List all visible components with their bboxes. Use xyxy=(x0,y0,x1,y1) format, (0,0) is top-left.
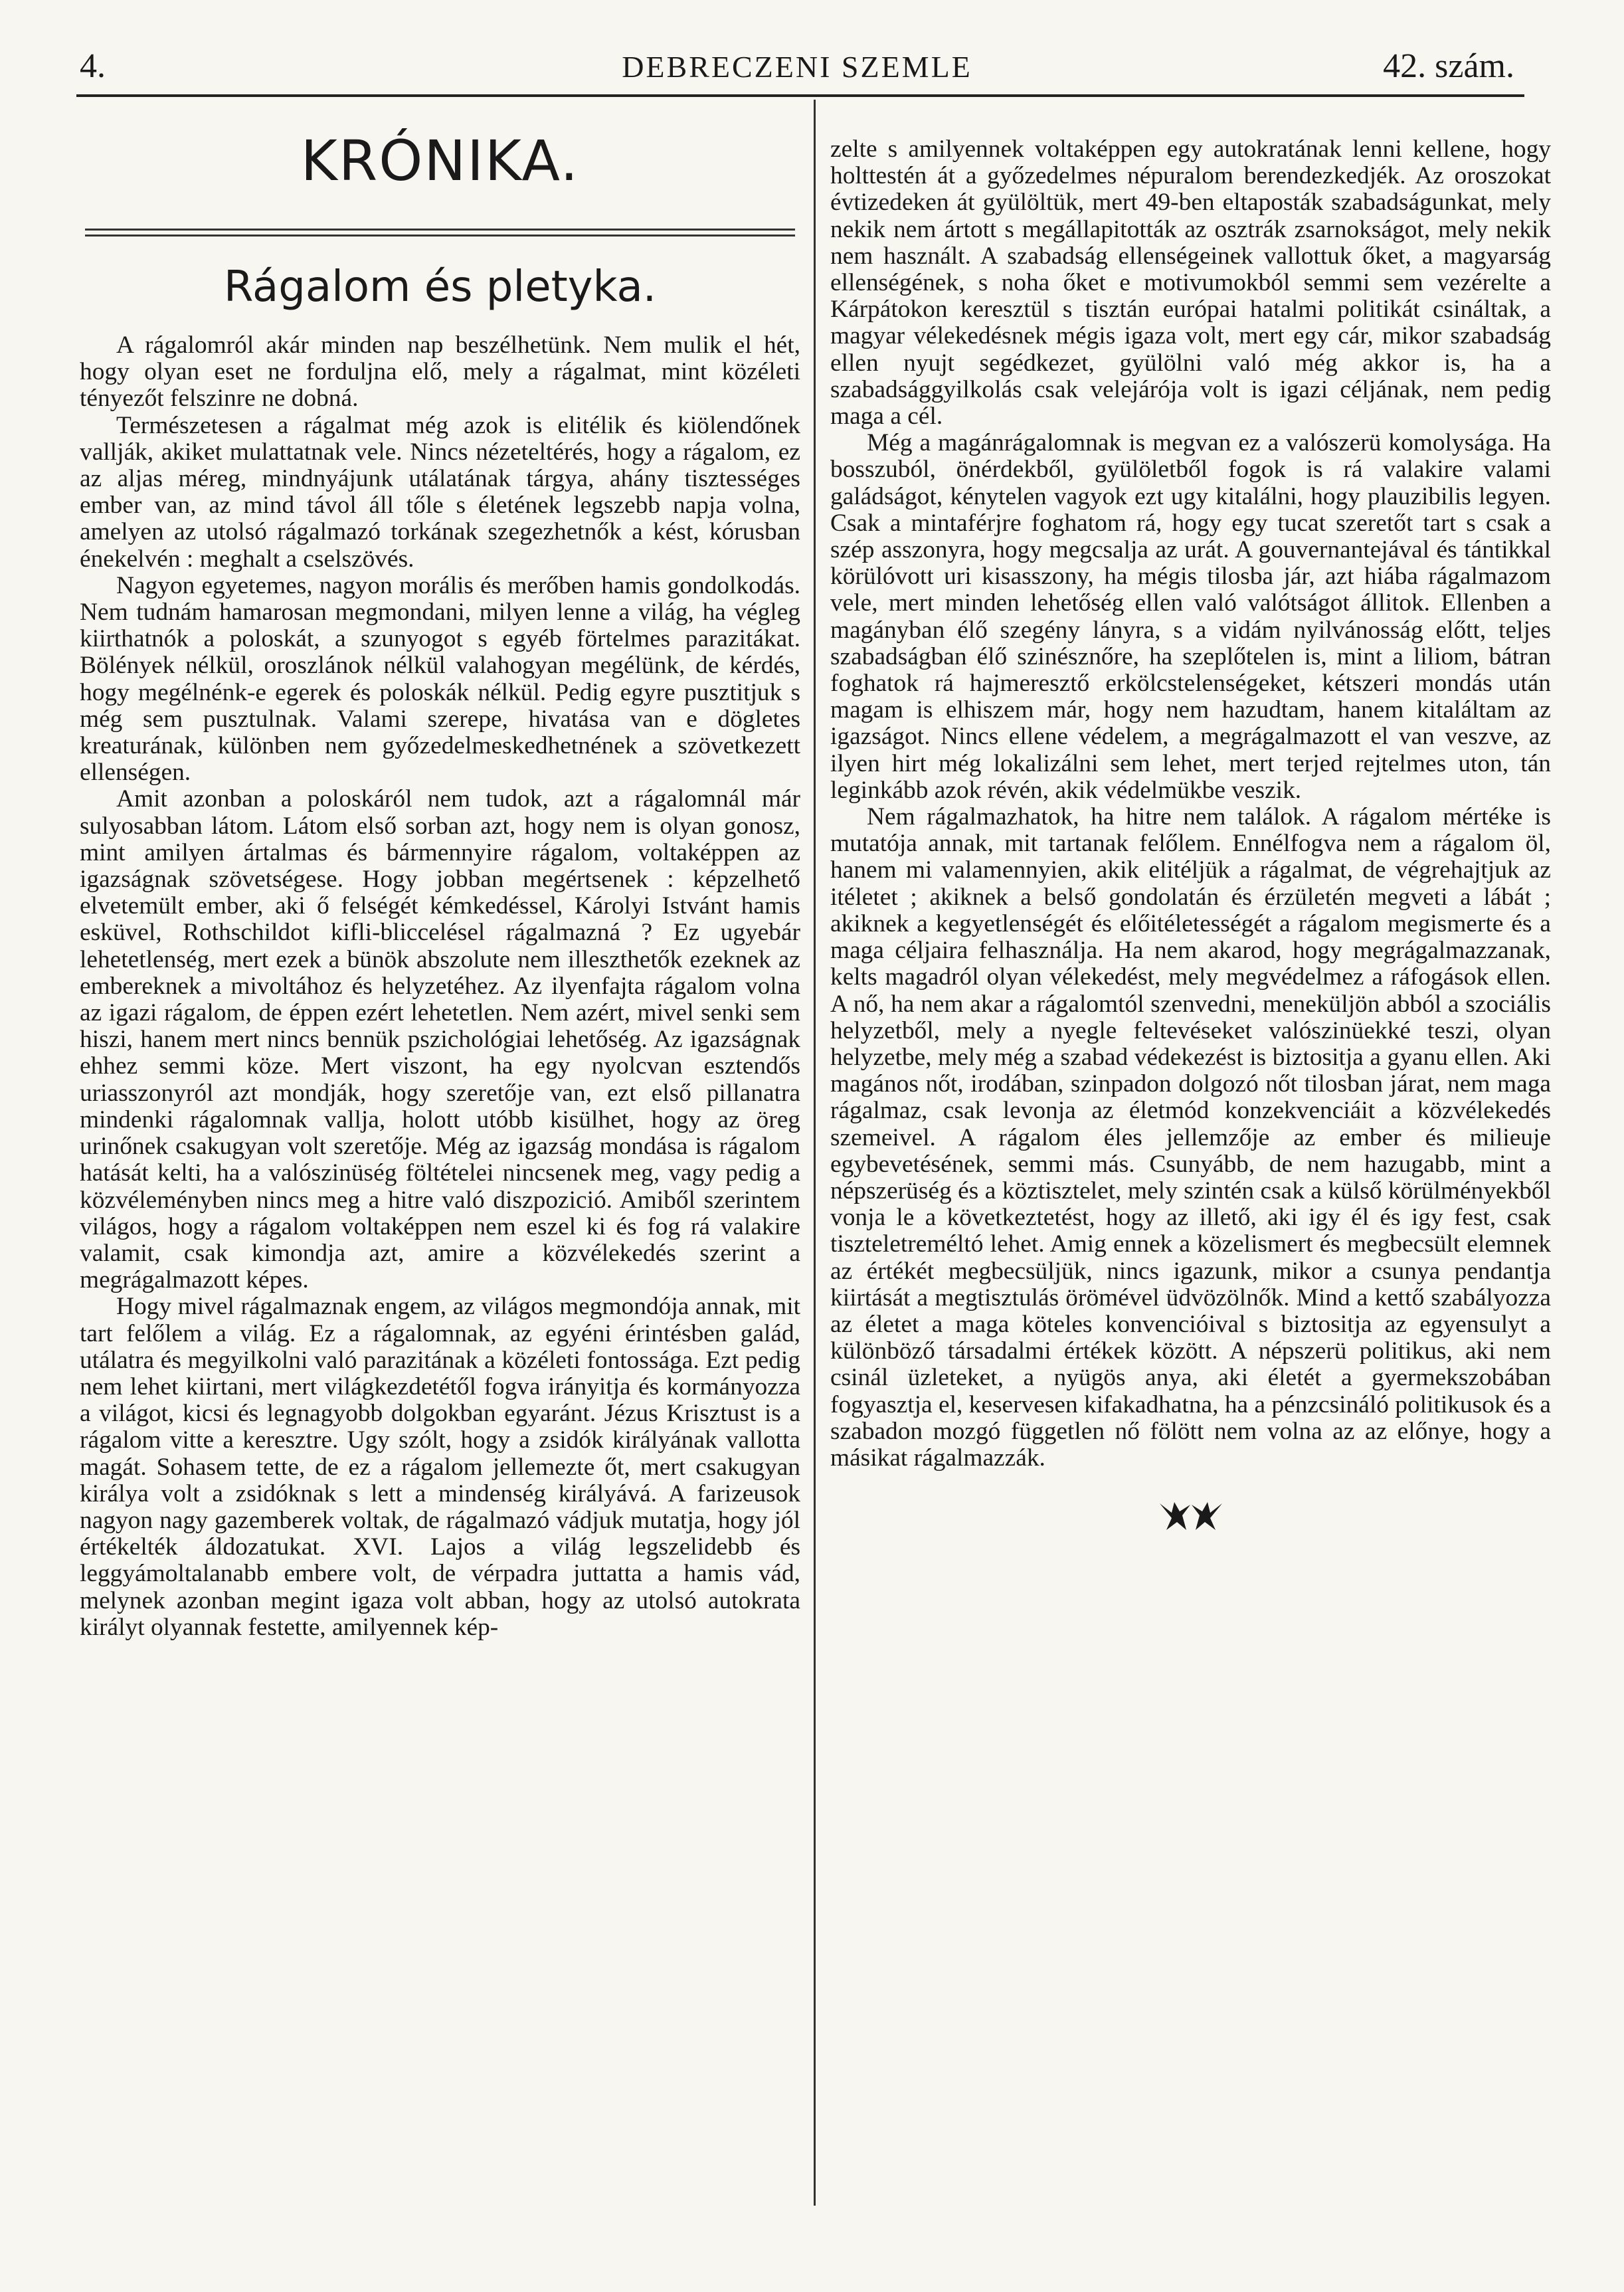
ornament-icon xyxy=(830,1498,1551,1541)
paragraph: Hogy mivel rágalmaznak engem, az világos megmondója annak, mit tart felőlem a világ. Ez a rágalomnak, az egyéni érintésben galád, utálatra és megyilkolni való parazitának a közéleti fontossága. Ezt pedig nem lehet kiirtani, mert világkezdetétől fogva irányitja és kormányozza a világot, kicsi és legnagyobb dolgokban egyaránt. Jézus Krisztust is a rágalom vitte a keresztre. Ugy szólt, hogy a zsidók királyának vallotta magát. Sohasem tette, de ez a rágalom jellemezte őt, mert csakugyan királya volt a zsidóknak s lett a mindenség királyává. A farizeusok nagyon nagy gazemberek voltak, de rágalmazó vádjuk mutatja, hogy jól értékelték áldozatukat. XVI. Lajos a világ legszelidebb és leggyámoltalanabb embere volt, de vérpadra juttatta a hamis vád, melynek azonban megint igaza volt abban, hogy az utolsó autokrata királyt olyannak festette, amilyennek kép- xyxy=(80,1293,800,1641)
journal-title: DEBRECZENI SZEMLE xyxy=(622,50,972,84)
paragraph: Nem rágalmazhatok, ha hitre nem találok. A rágalom mértéke is mutatója annak, mit tartanak felőlem. Ennélfogva nem a rágalom öl, hanem mi valamennyien, akik elitéljük a rágalmat, de végrehajtjuk az itéletet ; akiknek a belső gondolatán és érzületén megveti a lábát ; akiknek a kegyetlenségét és előitéletességét a rágalom megismerte és a maga céljaira felhasználja. Ha nem akarod, hogy megrágalmazzanak, kelts magadról olyan vélekedést, mely megvédelmez a ráfogások ellen. A nő, ha nem akar a rágalomtól szenvedni, meneküljön abból a szociális helyzetből, mely a nyegle feltevéseket valószinüekké teszi, olyan helyzetbe, mely még a szabad védekezést is biztositja a gyanu ellen. Aki magános nőt, irodában, szinpadon dolgozó nőt tilosban járat, nem maga rágalmaz, csak levonja az életmód konzekvenciáit a közvélekedés szemeivel. A rágalom éles jellemzője az ember és milieuje egybevetésének, semmi más. Csunyább, de nem hazugabb, mint a népszerüség és a köztisztelet, mely szintén csak a külső körülményekből vonja le a következtetést, hogy az illető, aki igy él és igy fest, csak tiszteletreméltó lehet. Amig ennek a közelismert és megbecsült elemnek az értékét megbecsüljük, nincs igazunk, mikor a csunya pendantja kiirtását a megtisztulás örömével üdvözölnők. Mind a kettő szabályozza az életet a maga köteles konvencióival s biztositja az egyensulyt a különböző társadalmi értékek között. A népszerü politikus, aki nem csinál üzleteket, a nyügös anya, aki életét a gyermekszobában fogyasztja el, keservesen kifakadhatna, ha a pénzcsináló politikusok és a szabadon mozgó független nő fölött nem volna az az előnye, hogy a másikat rágalmazzák. xyxy=(830,803,1551,1472)
column-rule xyxy=(814,100,816,2206)
right-column xyxy=(830,136,1551,1541)
paragraph: A rágalomról akár minden nap beszélhetünk. Nem mulik el hét, hogy olyan eset ne forduljna elő, mely a rágalmat, mint közéleti tényezőt felszinre ne dobná. xyxy=(80,332,800,413)
issue-number: 42. szám. xyxy=(1383,47,1514,85)
paragraph: Amit azonban a poloskáról nem tudok, azt a rágalomnál már sulyosabban látom. Látom első sorban azt, hogy nem is olyan gonosz, mint amilyen ártalmas és bármennyire rágalom, voltaképpen az igazságnak szövetségese. Hogy jobban megértsenek : képzelhető elvetemült ember, aki ő felségét kémkedéssel, Károlyi Istvánt hamis esküvel, Rothschildot kifli-bliccelésel rágalmazná ? Ez ugyebár lehetetlenség, mert ezek a bünök abszolute nem illeszthetők ezeknek az embereknek a mivoltához és helyzetéhez. Az ilyenfajta rágalom volna az igazi rágalom, de éppen ezért lehetetlen. Nem azért, mivel senki sem hiszi, hanem mert nincs bennük pszichológiai lehetőség. Az igazságnak ehhez semmi köze. Mert viszont, ha egy nyolcvan esztendős uriasszonyról azt mondják, hogy szeretője van, ezt első pillanatra mindenki rágalomnak vallja, holott utóbb kisülhet, hogy az öreg urinőnek csakugyan volt szeretője. Még az igazság mondása is rágalom hatását kelti, ha a valószinüség föltételei nincsenek meg, vagy pedig a közvéleményben nincs meg a hitre való diszpozició. Amiből szerintem világos, hogy a rágalom voltaképpen nem eszel ki és fog rá valakire valamit, csak kimondja azt, amire a közvélekedés szerint a megrágalmazott képes. xyxy=(80,785,800,1294)
section-title: KRÓNIKA. xyxy=(300,128,580,193)
section-double-rule xyxy=(85,229,795,237)
paragraph: zelte s amilyennek voltaképpen egy autokratának lenni kellene, hogy holttestén át a győzedelmes népuralom berendezkedjék. Az oroszokat évtizedeken át gyülöltük, mert 49-ben eltaposták szabadságunkat, mely nekik nem ártott s megállapitották az osztrák zsarnokságot, mely nekik nem használt. A szabadság ellenségeinek vallottuk őket, a magyarság ellenségének, s noha őket e motivumokból semmi sem vezérelte a Kárpátokon keresztül s tisztán európai hatalmi politikát csináltak, a magyar vélekedésnek mégis igaza volt, mert egy cár, mikor szabadság ellen nyujt segédkezet, gyülölni való még akkor is, ha a szabadsággyilkolás csak velejárója volt is igazi céljának, nem pedig maga a cél. xyxy=(830,136,1551,430)
page-header xyxy=(80,47,1514,100)
paragraph: Természetesen a rágalmat még azok is elitélik és kiölendőnek vallják, akiket mulattatnak vele. Nincs nézeteltérés, hogy a rágalom, ez az aljas méreg, mindnyájunk utálatának tárgya, ahány tisztességes ember van, az mind távol áll tőle s életének legszebb napja volna, amelyen az utolsó rágalmazó torkának szegezhetnők a kést, kórusban énekelvén : meghalt a cselszövés. xyxy=(80,411,800,573)
paragraph: Még a magánrágalomnak is megvan ez a valószerü komolysága. Ha bosszuból, önérdekből, gyülöletből fogok is rá valakire valami galádságot, kénytelen vagyok ezt ugy kitalálni, hogy plauzibilis legyen. Csak a mintaférjre foghatom rá, hogy egy tucat szeretőt tart s csak a szép asszonyra, hogy megcsalja az urát. A gouvernantejával és tántikkal körülóvott uri kisasszony, ha mégis tilosba jár, azt hiába rágalmazom vele, mert minden lehetőség ellen való valótságot állitok. Ellenben a magányban élő szegény lányra, s a vidám nyilvánosság előtt, teljes szabadságban élő szinésznőre, ha szeplőtelen is, mint a liliom, bátran foghatok rá hajmeresztő erkölcstelenségeket, kétszeri mondás után magam is elhiszem már, hogy nem hazudtam, hanem kitaláltam az igazságot. Nincs ellene védelem, a megrágalmazott el van veszve, az ilyen hirt még lokalizálni sem lehet, mert terjed rejtelmes uton, tán leginkább azok révén, akik védelmükbe veszik. xyxy=(830,429,1551,804)
article-title: Rágalom és pletyka. xyxy=(223,262,657,312)
paragraph: Nagyon egyetemes, nagyon morális és merőben hamis gondolkodás. Nem tudnám hamarosan megmondani, milyen lenne a világ, ha végleg kiirthatnók a poloskát, a szunyogot s egyéb förtelmes parazitákat. Bölények nélkül, oroszlánok nélkül valahogyan megélünk, de kérdés, hogy megélnénk-e egerek és poloskák nélkül. Pedig egyre pusztitjuk s még sem pusztulnak. Valami szerepe, hivatása van e dögletes kreaturának, különben nem győzedelmeskedhetnének a szövetkezett ellenségen. xyxy=(80,571,800,787)
page-number: 4. xyxy=(80,47,106,85)
left-column xyxy=(80,100,800,1641)
header-rule xyxy=(76,94,1524,97)
